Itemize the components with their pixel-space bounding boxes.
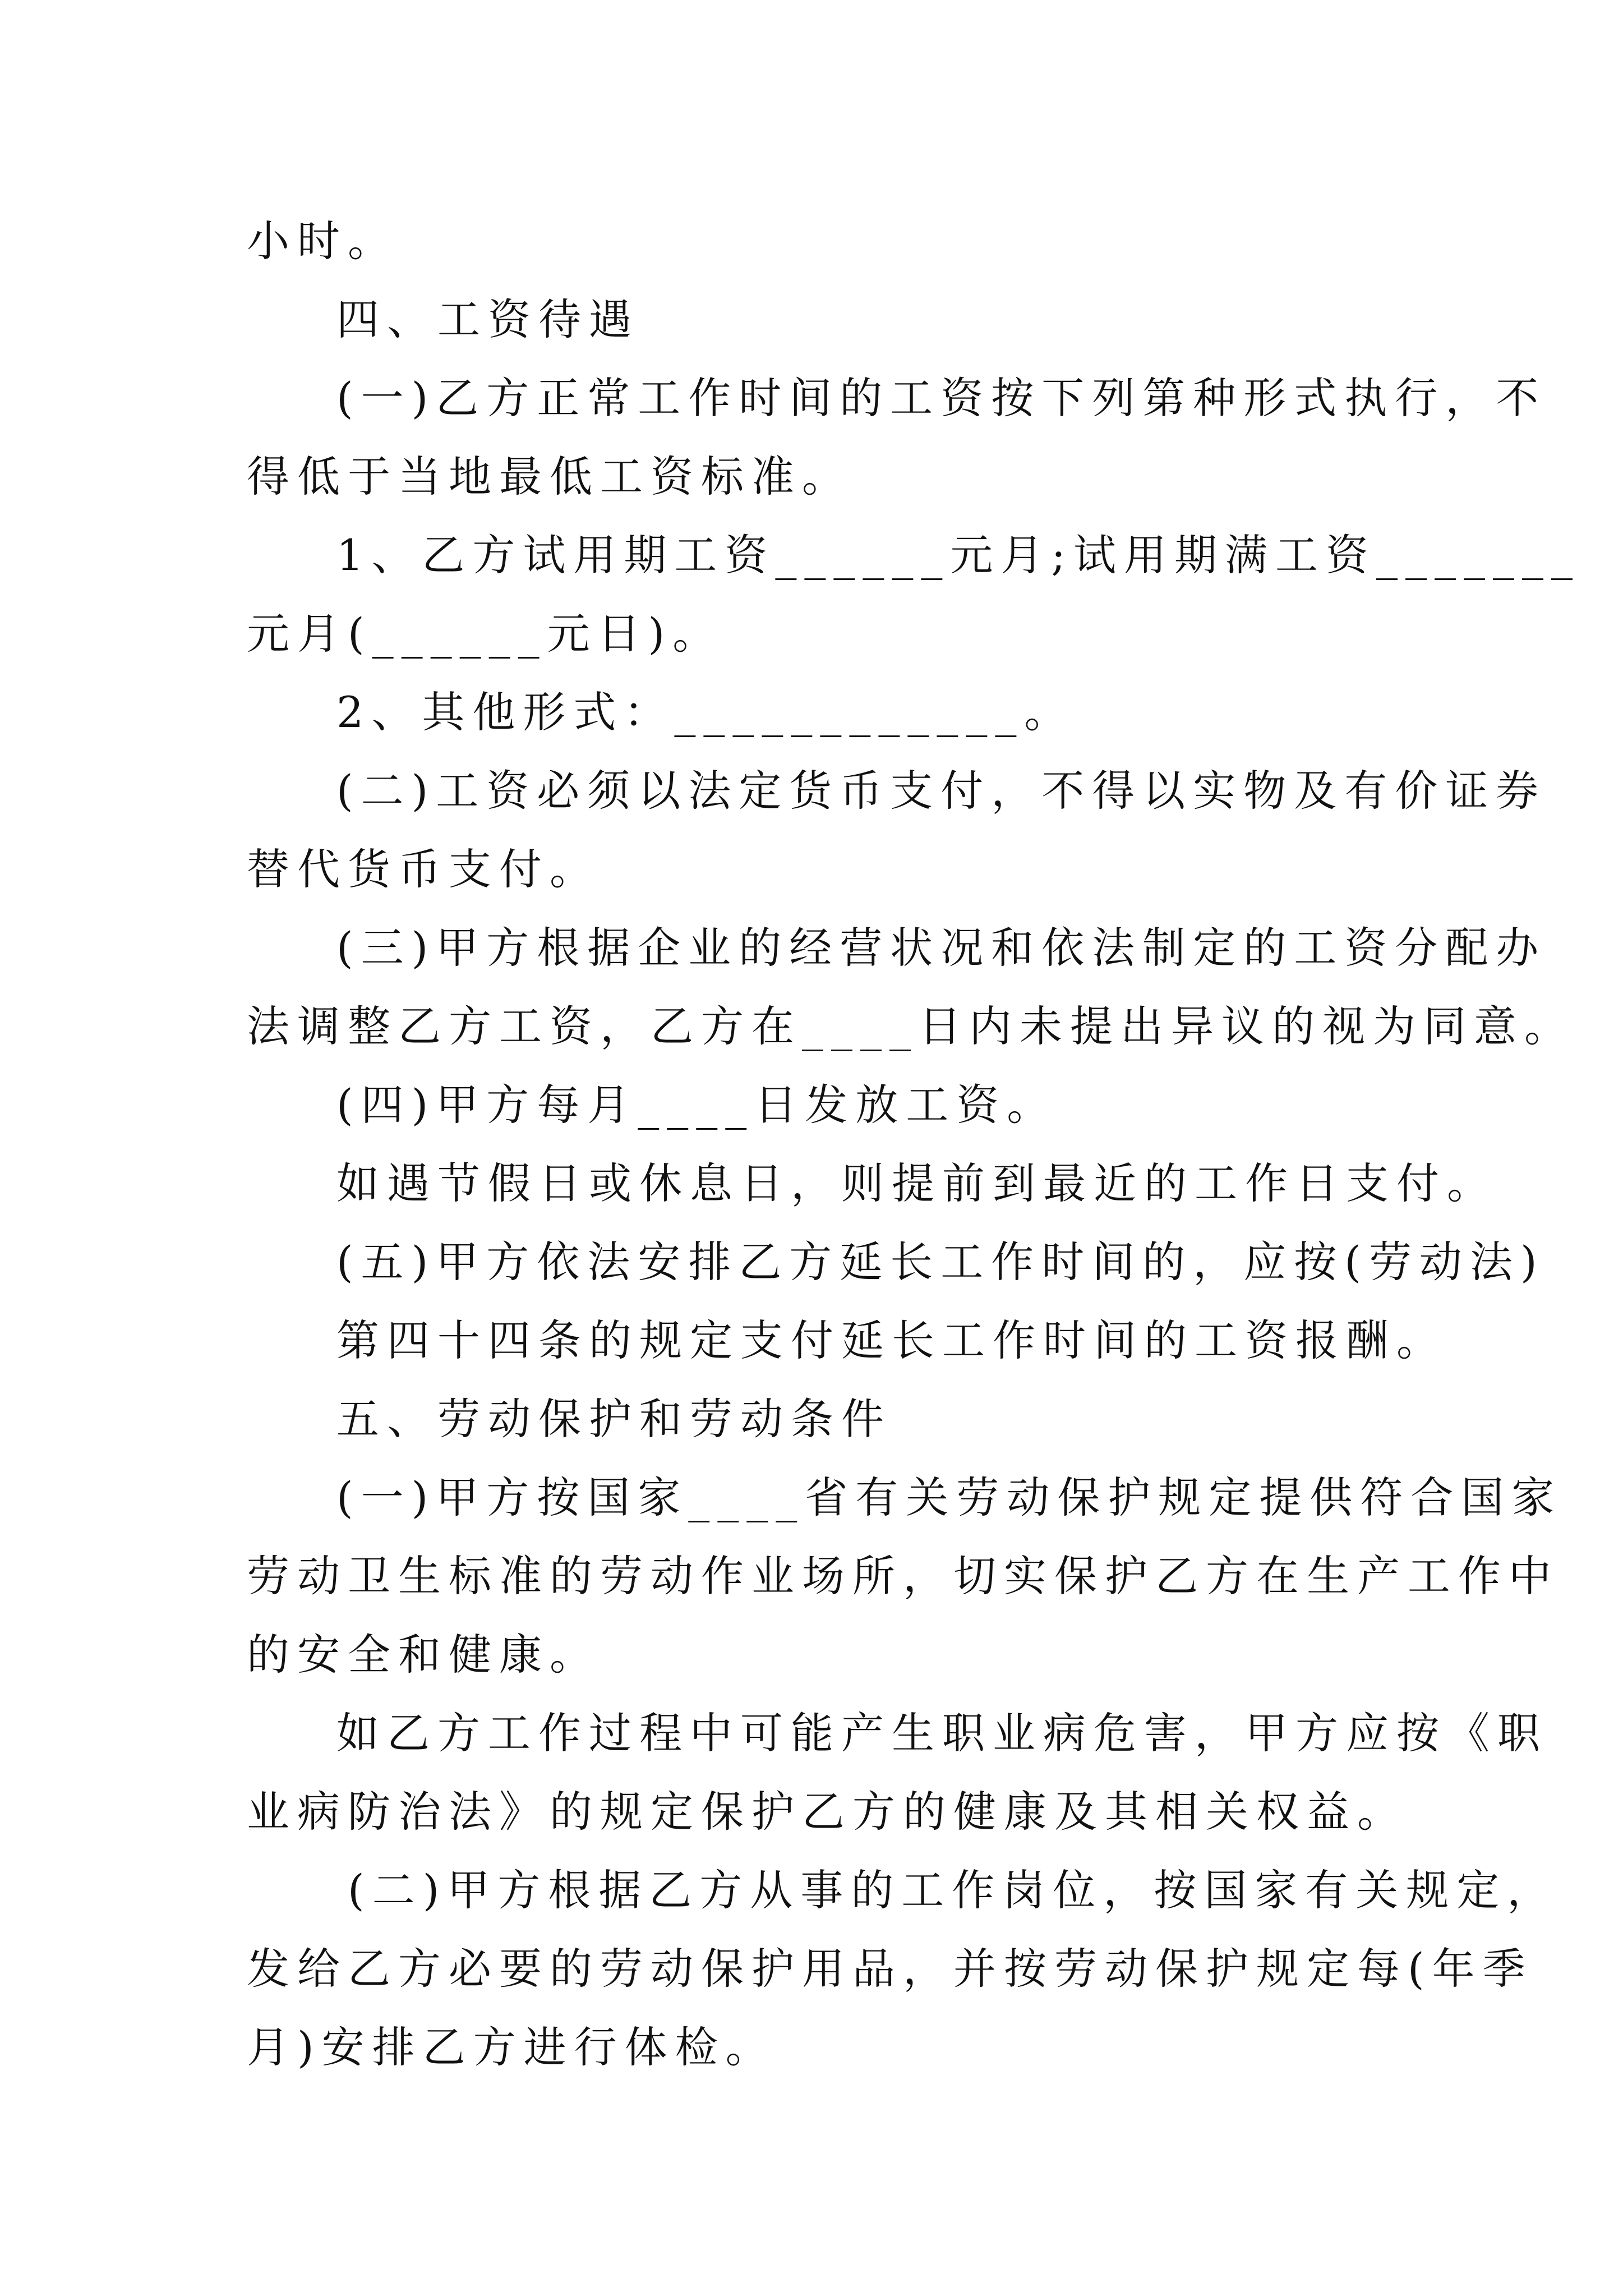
- text-line: 法调整乙方工资，乙方在____日内未提出异议的视为同意。: [247, 1001, 1575, 1051]
- text-line: 替代货币支付。: [247, 844, 600, 894]
- text-line: (二)甲方根据乙方从事的工作岗位，按国家有关规定，: [348, 1865, 1558, 1915]
- text-line: 如乙方工作过程中可能产生职业病危害，甲方应按《职: [336, 1708, 1548, 1758]
- text-line: 业病防治法》的规定保护乙方的健康及其相关权益。: [247, 1787, 1408, 1837]
- text-line: 第四十四条的规定支付延长工作时间的工资报酬。: [336, 1315, 1447, 1365]
- text-line: (一)乙方正常工作时间的工资按下列第种形式执行，不: [336, 373, 1547, 423]
- text-line: 发给乙方必要的劳动保护用品，并按劳动保护规定每(年季: [247, 1944, 1533, 1994]
- text-line: (二)工资必须以法定货币支付，不得以实物及有价证券: [336, 766, 1547, 816]
- text-line: (五)甲方依法安排乙方延长工作时间的，应按(劳动法): [336, 1237, 1545, 1287]
- text-line: 1、乙方试用期工资______元月;试用期满工资_______: [336, 530, 1580, 580]
- text-line: 2、其他形式：____________。: [336, 687, 1075, 737]
- text-line: 小时。: [247, 216, 398, 266]
- text-line: 月)安排乙方进行体检。: [247, 2022, 776, 2072]
- text-line: 如遇节假日或休息日，则提前到最近的工作日支付。: [336, 1158, 1497, 1208]
- text-line: (四)甲方每月____日发放工资。: [336, 1080, 1058, 1130]
- text-line: (三)甲方根据企业的经营状况和依法制定的工资分配办: [336, 923, 1547, 973]
- text-line: 劳动卫生标准的劳动作业场所，切实保护乙方在生产工作中: [247, 1551, 1559, 1601]
- text-line: 的安全和健康。: [247, 1630, 600, 1680]
- text-line: 得低于当地最低工资标准。: [247, 452, 852, 501]
- text-line: (一)甲方按国家____省有关劳动保护规定提供符合国家: [336, 1473, 1562, 1522]
- text-line: 元月(______元日)。: [247, 609, 723, 659]
- section-heading: 四、工资待遇: [336, 295, 639, 344]
- section-heading: 五、劳动保护和劳动条件: [336, 1394, 892, 1444]
